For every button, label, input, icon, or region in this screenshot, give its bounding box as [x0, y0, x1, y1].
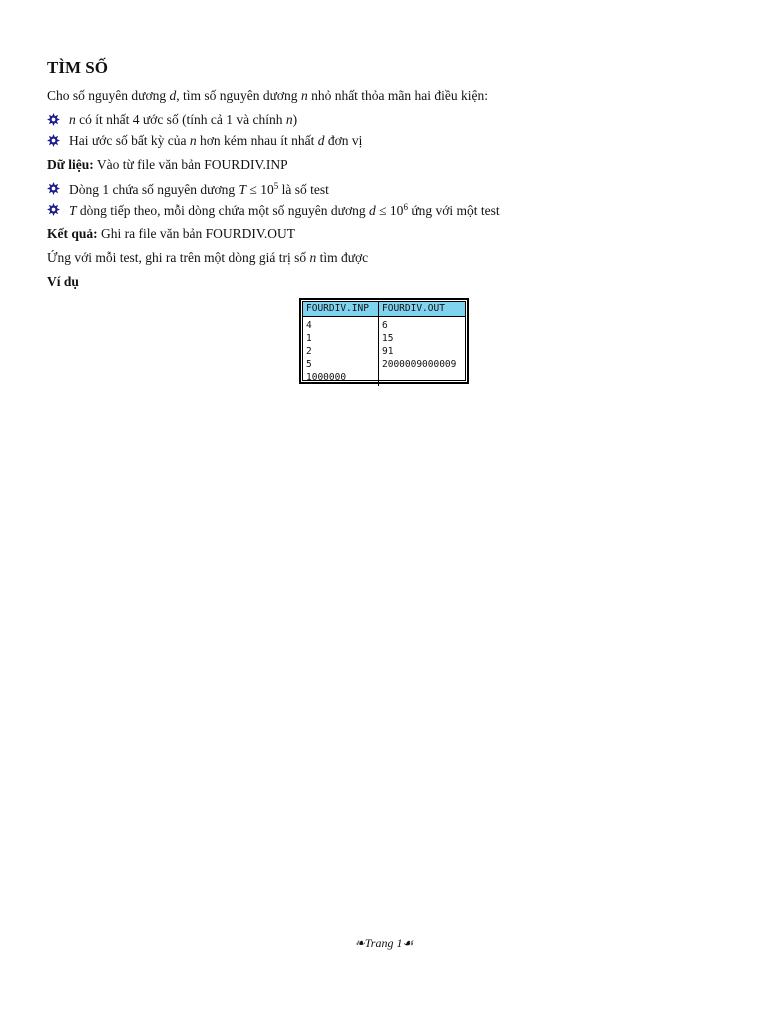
item-op: ≤ 10 — [375, 203, 404, 218]
condition-text: có ít nhất 4 ước số (tính cả 1 và chính — [75, 112, 286, 127]
gear-star-icon — [47, 203, 60, 216]
var-n: n — [189, 133, 197, 148]
gear-star-icon — [47, 113, 60, 126]
exponent: 5 — [273, 181, 279, 191]
var-t: T — [69, 203, 77, 218]
item-tail: là số test — [278, 182, 329, 197]
input-section — [47, 157, 288, 173]
table-cell: 15 — [382, 333, 394, 344]
item-tail: ứng với một test — [407, 203, 500, 218]
var-n: n — [309, 250, 317, 265]
output-desc-text: Ứng với mỗi test, ghi ra trên một dòng giá trị số — [47, 250, 310, 265]
example-label: Ví dụ — [47, 274, 79, 289]
table-header-input: FOURDIV.INP — [303, 302, 379, 317]
output-desc-tail: tìm được — [316, 250, 369, 265]
condition-text: hơn kém nhau ít nhất — [196, 133, 318, 148]
var-n: n — [285, 112, 293, 127]
table-cell: 2 — [306, 346, 312, 357]
var-d: d — [317, 133, 325, 148]
table-cell: 4 — [306, 320, 312, 331]
output-text: Ghi ra file văn bản FOURDIV.OUT — [97, 226, 295, 241]
var-d: d — [169, 88, 177, 103]
table-input-column — [303, 317, 379, 386]
right-ornament-icon: ☙ — [402, 936, 414, 950]
gear-star-icon — [47, 182, 60, 195]
var-d: d — [369, 203, 376, 218]
table-output-column — [379, 317, 465, 386]
exponent: 6 — [403, 202, 408, 212]
left-ornament-icon: ❧ — [354, 936, 365, 950]
table-header-output: FOURDIV.OUT — [379, 302, 465, 317]
item-text: dòng tiếp theo, mỗi dòng chứa một số nguyên dương — [76, 203, 370, 218]
condition-tail: ) — [292, 112, 298, 127]
input-text: Vào từ file văn bản FOURDIV.INP — [93, 157, 288, 172]
table-cell: 5 — [306, 359, 312, 370]
page-number: Trang 1 — [364, 936, 403, 950]
var-t: T — [238, 182, 247, 197]
table-cell: 91 — [382, 346, 394, 357]
table-cell: 2000009000009 — [382, 359, 457, 370]
intro-text-3: nhỏ nhất thỏa mãn hai điều kiện: — [307, 88, 489, 103]
condition-text: Hai ước số bất kỳ của — [69, 133, 190, 148]
page-footer — [0, 936, 768, 951]
table-cell: 1 — [306, 333, 312, 344]
item-op: ≤ 10 — [246, 182, 274, 197]
example-heading — [47, 274, 79, 290]
output-section — [47, 226, 295, 242]
intro-text-2: , tìm số nguyên dương — [176, 88, 301, 103]
input-label: Dữ liệu: — [47, 157, 94, 172]
intro-text-1: Cho số nguyên dương — [47, 88, 170, 103]
var-n: n — [300, 88, 308, 103]
example-table — [299, 298, 469, 384]
table-cell: 6 — [382, 320, 388, 331]
table-cell: 1000000 — [306, 372, 347, 383]
intro-paragraph — [47, 88, 488, 104]
gear-star-icon — [47, 134, 60, 147]
output-description — [47, 250, 368, 266]
item-text: Dòng 1 chứa số nguyên dương — [69, 182, 239, 197]
var-n: n — [69, 112, 76, 127]
condition-tail: đơn vị — [324, 133, 363, 148]
output-label: Kết quả: — [47, 226, 98, 241]
page-title: TÌM SỐ — [47, 58, 108, 77]
